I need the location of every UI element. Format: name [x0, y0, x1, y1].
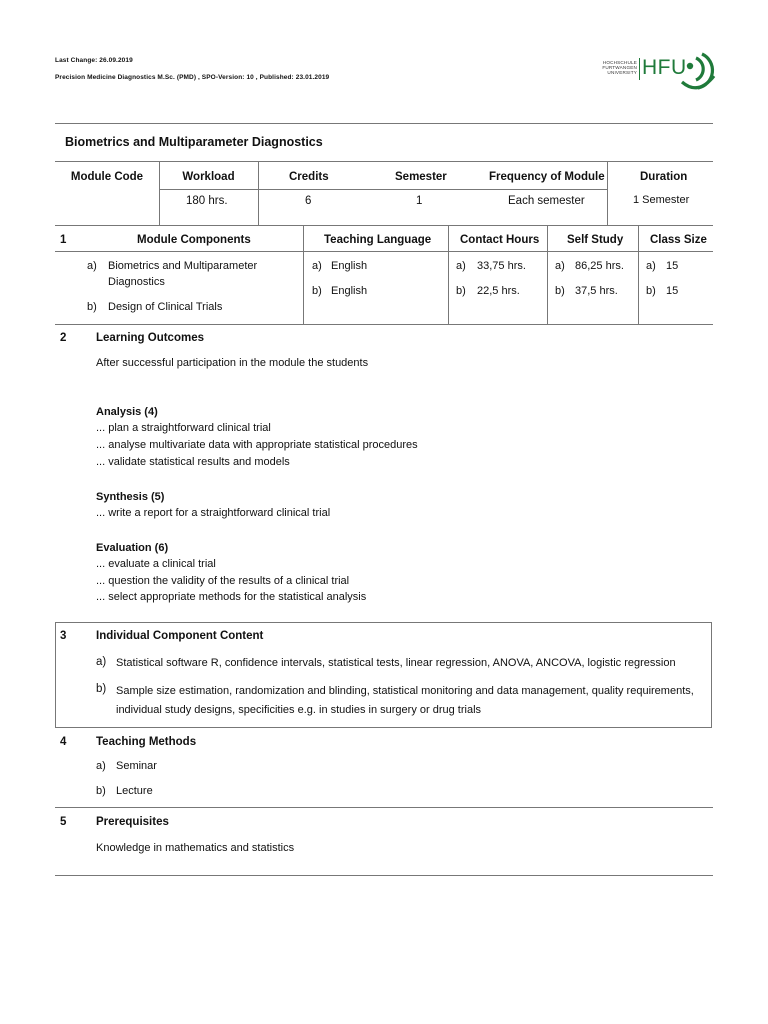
duration-value: 1 Semester	[633, 194, 690, 206]
component-name: Diagnostics	[108, 276, 165, 288]
component-class-size: 15	[666, 260, 679, 272]
outcome-item: ... select appropriate methods for the statistical analysis	[96, 591, 367, 603]
page: Last Change: 26.09.2019 Precision Medicine Diagnostics M.Sc. (PMD) , SPO-Version: 10 , Published: 23.01.2019 HOCHSCHULE FURTWANGEN UNIVERSITY HFU Biometrics and Multiparameter Diagnostics Module Code Workload Credits Semester Frequency of Module Duration 180 hrs. 6 1 Each semester 1 Semester 1 Module Components Teaching Language Contact Hours Self Study Class Size a) Biometrics and Multiparameter Diagnostics a) English a) 33,75 hrs. a) 86,25 hrs. a) 15 b) Design of Clinical Trials b) English b) 22,5 hrs. b) 37,5 hrs. b) 15 2 Learning Outcomes After successful participation in the module the students Analysis (4) ... plan a straightforward clinical trial ... analyse multivariate data with appropriate statistical procedures ... validate statistical results and models Synthesis (5) ... write a report for a straightforward clinical trial Evaluation (6) ... evaluate a clinical trial ... question the validity of the results of a clinical trial ... select appropriate methods for the statistical analysis 3 Individual Component Content a) Statistical software R, confidence intervals, statistical tests, linear regression, ANOVA, ANCOVA, logistic regression b) Sample size estimation, randomization and blinding, statistical monitoring and data management, quality requirements, individual study designs, specificities e.g. in studies in surgery or drug trials 4 Teaching Methods a) Seminar b) Lecture 5 Prerequisites Knowledge in mathematics and statistics	[0, 0, 768, 1024]
frequency-header: Frequency of Module	[489, 171, 605, 183]
program-line-text: Precision Medicine Diagnostics M.Sc. (PMD) , SPO-Version: 10 , Published: 23.01.2019	[55, 74, 330, 81]
outcome-item: ... validate statistical results and models	[96, 456, 290, 468]
components-header: Module Components	[137, 234, 251, 246]
outcome-group-heading: Synthesis (5)	[96, 491, 165, 503]
component-contact: 33,75 hrs.	[477, 260, 526, 272]
component-self-study: 86,25 hrs.	[575, 260, 624, 272]
contact-header: Contact Hours	[460, 234, 540, 246]
prerequisites-text: Knowledge in mathematics and statistics	[96, 842, 295, 854]
outcome-group-heading: Analysis (4)	[96, 406, 158, 418]
frequency-value: Each semester	[508, 195, 585, 207]
content-title: Individual Component Content	[96, 630, 264, 642]
section-number-4: 4	[60, 736, 67, 748]
module-code-header: Module Code	[70, 171, 144, 183]
prerequisites-title: Prerequisites	[96, 816, 169, 828]
logo-brand: HFU	[642, 56, 687, 79]
module-title: Biometrics and Multiparameter Diagnostics	[65, 135, 323, 149]
section-number-5: 5	[60, 816, 67, 828]
self-study-header: Self Study	[567, 234, 624, 246]
outcome-item: ... analyse multivariate data with appropriate statistical procedures	[96, 439, 418, 451]
duration-header: Duration	[640, 171, 688, 183]
section-number-3: 3	[60, 630, 67, 642]
learning-outcomes-title: Learning Outcomes	[96, 332, 204, 344]
workload-header: Workload	[182, 171, 235, 183]
component-language: English	[331, 260, 368, 272]
learning-outcomes-intro: After successful participation in the module the students	[96, 357, 369, 369]
section-number-2: 2	[60, 332, 67, 344]
component-language: English	[331, 285, 368, 297]
teaching-method-item: Lecture	[116, 785, 153, 797]
component-contact: 22,5 hrs.	[477, 285, 520, 297]
credits-header: Credits	[289, 171, 329, 183]
component-name: Design of Clinical Trials	[108, 301, 223, 313]
semester-value: 1	[416, 195, 423, 207]
teaching-methods-title: Teaching Methods	[96, 736, 197, 748]
language-header: Teaching Language	[324, 234, 432, 246]
semester-header: Semester	[395, 171, 447, 183]
logo-small-text: HOCHSCHULE FURTWANGEN UNIVERSITY	[602, 60, 637, 75]
outcome-group-heading: Evaluation (6)	[96, 542, 169, 554]
teaching-method-item: Seminar	[116, 760, 157, 772]
content-item-b: Sample size estimation, randomization and blinding, statistical monitoring and data management, quality requirements,	[116, 685, 694, 697]
component-class-size: 15	[666, 285, 679, 297]
outcome-item: ... question the validity of the results of a clinical trial	[96, 575, 350, 587]
credits-value: 6	[305, 195, 312, 207]
component-name: Biometrics and Multiparameter	[108, 260, 258, 272]
content-item-a: Statistical software R, confidence intervals, statistical tests, linear regression, ANOVA, ANCOVA, logistic regression	[116, 657, 676, 669]
component-self-study: 37,5 hrs.	[575, 285, 618, 297]
hfu-swoosh-icon	[680, 52, 720, 96]
outcome-item: ... evaluate a clinical trial	[96, 558, 216, 570]
last-change-text: Last Change: 26.09.2019	[55, 57, 133, 64]
outcome-item: ... write a report for a straightforward clinical trial	[96, 507, 331, 519]
workload-value: 180 hrs.	[186, 195, 228, 207]
content-item-b-cont: individual study designs, specificities e.g. in studies in surgery or drug trials	[116, 704, 482, 716]
outcome-item: ... plan a straightforward clinical trial	[96, 422, 271, 434]
section-number-1: 1	[60, 234, 67, 246]
class-size-header: Class Size	[650, 234, 707, 246]
